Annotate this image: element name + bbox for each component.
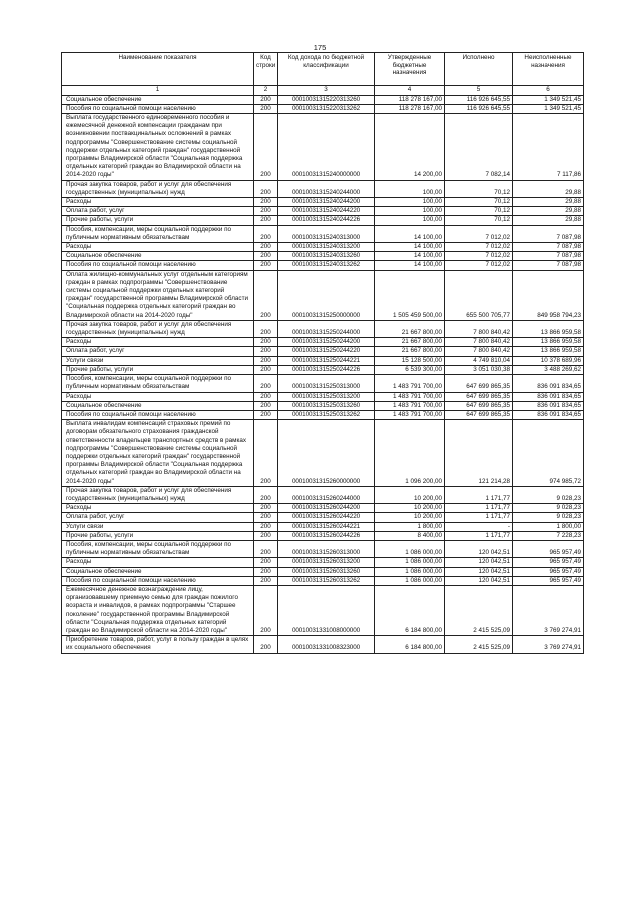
- row-line-code-cell: 200: [254, 216, 278, 225]
- table-row: [62, 420, 584, 487]
- row-unexecuted-cell: 13 866 959,58: [513, 320, 584, 337]
- row-line-code-cell: 200: [254, 522, 278, 531]
- row-approved-cell: 6 184 800,00: [375, 636, 445, 653]
- row-executed-cell: 70,12: [445, 207, 513, 216]
- row-executed-cell: 70,12: [445, 216, 513, 225]
- row-approved-cell: 6 539 300,00: [375, 365, 445, 374]
- row-name-cell: Выплата инвалидам компенсаций страховых премий по договорам обязательного страхования гражданской ответственности владельцев транспортных средств в рамках подпрограммы "Совершенствование системы социальной поддержки отдельных категорий граждан" государственной программы Владимирской области "Социальная поддержка отдельных категорий граждан во Владимирской области на 2014-2020 годы": [62, 420, 254, 487]
- row-income-code-cell: 00010031315260244226: [278, 531, 375, 540]
- row-name-cell: Пособия, компенсации, меры социальной поддержки по публичным нормативным обязательствам: [62, 540, 254, 557]
- row-approved-cell: 8 400,00: [375, 531, 445, 540]
- row-unexecuted-cell: 29,88: [513, 216, 584, 225]
- row-income-code-cell: 00010031315250244200: [278, 338, 375, 347]
- table-row: [62, 180, 584, 197]
- row-income-code-cell: 00010031315240313000: [278, 225, 375, 242]
- column-number: 2: [254, 86, 278, 96]
- row-income-code-cell: 00010031315250244000: [278, 320, 375, 337]
- row-income-code-cell: 00010031315250313200: [278, 392, 375, 401]
- table-row: [62, 225, 584, 242]
- row-executed-cell: 120 042,51: [445, 567, 513, 576]
- row-unexecuted-cell: 965 957,49: [513, 540, 584, 557]
- table-row: [62, 270, 584, 320]
- row-income-code-cell: 00010031315260313260: [278, 567, 375, 576]
- table-row: [62, 375, 584, 392]
- table-row: [62, 540, 584, 557]
- row-name-cell: Оплата работ, услуг: [62, 207, 254, 216]
- row-approved-cell: 14 100,00: [375, 261, 445, 270]
- table-row: [62, 198, 584, 207]
- row-unexecuted-cell: 974 985,72: [513, 420, 584, 487]
- row-income-code-cell: 00010031315220313262: [278, 104, 375, 113]
- table-row: [62, 104, 584, 113]
- row-name-cell: Социальное обеспечение: [62, 252, 254, 261]
- row-executed-cell: 2 415 525,09: [445, 636, 513, 653]
- row-executed-cell: 121 214,28: [445, 420, 513, 487]
- row-line-code-cell: 200: [254, 95, 278, 104]
- row-name-cell: Прочая закупка товаров, работ и услуг для обеспечения государственных (муниципальных) нужд: [62, 180, 254, 197]
- row-executed-cell: 7 012,02: [445, 252, 513, 261]
- table-row: [62, 347, 584, 356]
- row-unexecuted-cell: 3 769 274,91: [513, 585, 584, 635]
- row-name-cell: Оплата работ, услуг: [62, 513, 254, 522]
- row-approved-cell: 21 667 800,00: [375, 347, 445, 356]
- row-name-cell: Услуги связи: [62, 522, 254, 531]
- row-line-code-cell: 200: [254, 558, 278, 567]
- row-income-code-cell: 00010031315260244200: [278, 504, 375, 513]
- row-executed-cell: 116 926 645,55: [445, 95, 513, 104]
- table-row: [62, 576, 584, 585]
- row-name-cell: Ежемесячное денежное вознаграждение лицу, организовавшему приемную семью для граждан пожилого возраста и инвалидов, в рамках подпрограммы "Старшее поколение" государственной программы Владимирской области "Социальная поддержка отдельных категорий граждан во Владимирской области на 2014-2020 годы": [62, 585, 254, 635]
- row-income-code-cell: 00010031315260313200: [278, 558, 375, 567]
- row-executed-cell: 7 012,02: [445, 243, 513, 252]
- table-row: [62, 320, 584, 337]
- table-row: [62, 410, 584, 419]
- row-unexecuted-cell: 10 378 689,96: [513, 356, 584, 365]
- row-unexecuted-cell: 965 957,49: [513, 576, 584, 585]
- page-number: 175: [313, 43, 327, 52]
- column-number: 6: [513, 86, 584, 96]
- row-income-code-cell: 00010031331008000000: [278, 585, 375, 635]
- table-row: [62, 95, 584, 104]
- row-approved-cell: 1 483 791 700,00: [375, 410, 445, 419]
- row-approved-cell: 100,00: [375, 207, 445, 216]
- row-approved-cell: 14 100,00: [375, 225, 445, 242]
- row-unexecuted-cell: 13 866 959,58: [513, 338, 584, 347]
- row-executed-cell: 647 699 865,35: [445, 401, 513, 410]
- row-executed-cell: 1 171,77: [445, 513, 513, 522]
- row-executed-cell: 7 082,14: [445, 114, 513, 181]
- row-name-cell: Пособия по социальной помощи населению: [62, 261, 254, 270]
- row-executed-cell: 7 012,02: [445, 261, 513, 270]
- row-name-cell: Пособия по социальной помощи населению: [62, 576, 254, 585]
- table-body: [62, 95, 584, 653]
- row-line-code-cell: 200: [254, 252, 278, 261]
- row-approved-cell: 1 096 200,00: [375, 420, 445, 487]
- row-name-cell: Расходы: [62, 338, 254, 347]
- row-executed-cell: 116 926 645,55: [445, 104, 513, 113]
- row-approved-cell: 1 086 000,00: [375, 567, 445, 576]
- row-income-code-cell: 00010031315250000000: [278, 270, 375, 320]
- row-line-code-cell: 200: [254, 420, 278, 487]
- row-name-cell: Приобретение товаров, работ, услуг в пользу граждан в целях их социального обеспечения: [62, 636, 254, 653]
- row-approved-cell: 14 100,00: [375, 243, 445, 252]
- row-approved-cell: 100,00: [375, 198, 445, 207]
- row-unexecuted-cell: 29,88: [513, 180, 584, 197]
- row-line-code-cell: 200: [254, 392, 278, 401]
- row-line-code-cell: 200: [254, 207, 278, 216]
- row-line-code-cell: 200: [254, 375, 278, 392]
- header-line-code: Код строки: [254, 53, 278, 86]
- row-approved-cell: 14 100,00: [375, 252, 445, 261]
- row-unexecuted-cell: 7 117,86: [513, 114, 584, 181]
- row-unexecuted-cell: 965 957,49: [513, 558, 584, 567]
- row-name-cell: Пособия, компенсации, меры социальной поддержки по публичным нормативным обязательствам: [62, 375, 254, 392]
- row-approved-cell: 100,00: [375, 180, 445, 197]
- row-executed-cell: 1 171,77: [445, 531, 513, 540]
- row-line-code-cell: 200: [254, 540, 278, 557]
- row-approved-cell: 10 200,00: [375, 504, 445, 513]
- table-row: [62, 585, 584, 635]
- row-unexecuted-cell: 1 349 521,45: [513, 95, 584, 104]
- row-executed-cell: 7 800 840,42: [445, 338, 513, 347]
- row-line-code-cell: 200: [254, 114, 278, 181]
- table-row: [62, 567, 584, 576]
- row-income-code-cell: 00010031315260000000: [278, 420, 375, 487]
- row-executed-cell: 2 415 525,09: [445, 585, 513, 635]
- row-approved-cell: 118 278 167,00: [375, 95, 445, 104]
- row-income-code-cell: 00010031315250244221: [278, 356, 375, 365]
- row-approved-cell: 1 086 000,00: [375, 558, 445, 567]
- row-name-cell: Пособия по социальной помощи населению: [62, 410, 254, 419]
- column-number: 5: [445, 86, 513, 96]
- row-line-code-cell: 200: [254, 365, 278, 374]
- row-approved-cell: 1 800,00: [375, 522, 445, 531]
- row-unexecuted-cell: 9 028,23: [513, 513, 584, 522]
- row-income-code-cell: 00010031315250313262: [278, 410, 375, 419]
- row-unexecuted-cell: 7 087,98: [513, 243, 584, 252]
- row-executed-cell: 7 800 840,42: [445, 320, 513, 337]
- column-number: 4: [375, 86, 445, 96]
- table-header-row: [62, 53, 584, 86]
- row-name-cell: Расходы: [62, 558, 254, 567]
- row-unexecuted-cell: 7 228,23: [513, 531, 584, 540]
- table-row: [62, 261, 584, 270]
- row-name-cell: Расходы: [62, 504, 254, 513]
- row-executed-cell: 120 042,51: [445, 558, 513, 567]
- row-executed-cell: 7 800 840,42: [445, 347, 513, 356]
- row-income-code-cell: 00010031315250244226: [278, 365, 375, 374]
- row-executed-cell: 120 042,51: [445, 576, 513, 585]
- row-unexecuted-cell: 836 091 834,65: [513, 392, 584, 401]
- table-row: [62, 392, 584, 401]
- row-line-code-cell: 200: [254, 531, 278, 540]
- table-row: [62, 243, 584, 252]
- row-executed-cell: 120 042,51: [445, 540, 513, 557]
- row-line-code-cell: 200: [254, 585, 278, 635]
- row-line-code-cell: 200: [254, 270, 278, 320]
- table-row: [62, 114, 584, 181]
- row-line-code-cell: 200: [254, 198, 278, 207]
- row-line-code-cell: 200: [254, 401, 278, 410]
- row-line-code-cell: 200: [254, 567, 278, 576]
- row-name-cell: Прочая закупка товаров, работ и услуг для обеспечения государственных (муниципальных) нужд: [62, 320, 254, 337]
- table-row: [62, 636, 584, 653]
- row-executed-cell: 647 699 865,35: [445, 410, 513, 419]
- row-unexecuted-cell: 1 800,00: [513, 522, 584, 531]
- row-line-code-cell: 200: [254, 320, 278, 337]
- row-income-code-cell: 00010031315250313000: [278, 375, 375, 392]
- row-approved-cell: 118 278 167,00: [375, 104, 445, 113]
- row-unexecuted-cell: 836 091 834,65: [513, 375, 584, 392]
- row-unexecuted-cell: 1 349 521,45: [513, 104, 584, 113]
- row-income-code-cell: 00010031315250313260: [278, 401, 375, 410]
- row-line-code-cell: 200: [254, 180, 278, 197]
- row-income-code-cell: 00010031315240244226: [278, 216, 375, 225]
- row-income-code-cell: 00010031315260244221: [278, 522, 375, 531]
- budget-execution-table: [61, 52, 584, 654]
- row-executed-cell: 7 012,02: [445, 225, 513, 242]
- row-unexecuted-cell: 849 958 794,23: [513, 270, 584, 320]
- column-number-row: [62, 86, 584, 96]
- row-unexecuted-cell: 965 957,49: [513, 567, 584, 576]
- row-executed-cell: 1 171,77: [445, 486, 513, 503]
- row-line-code-cell: 200: [254, 513, 278, 522]
- row-approved-cell: 1 505 459 500,00: [375, 270, 445, 320]
- row-executed-cell: 655 500 705,77: [445, 270, 513, 320]
- row-income-code-cell: 00010031315240313260: [278, 252, 375, 261]
- row-income-code-cell: 00010031315260313262: [278, 576, 375, 585]
- row-name-cell: Расходы: [62, 243, 254, 252]
- row-unexecuted-cell: 29,88: [513, 198, 584, 207]
- table-row: [62, 207, 584, 216]
- row-income-code-cell: 00010031315240313200: [278, 243, 375, 252]
- row-unexecuted-cell: 836 091 834,65: [513, 410, 584, 419]
- table-row: [62, 356, 584, 365]
- row-approved-cell: 21 667 800,00: [375, 338, 445, 347]
- row-name-cell: Пособия, компенсации, меры социальной поддержки по публичным нормативным обязательствам: [62, 225, 254, 242]
- table-row: [62, 486, 584, 503]
- row-income-code-cell: 00010031315260244220: [278, 513, 375, 522]
- row-line-code-cell: 200: [254, 410, 278, 419]
- table-row: [62, 252, 584, 261]
- row-line-code-cell: 200: [254, 243, 278, 252]
- row-unexecuted-cell: 13 866 959,58: [513, 347, 584, 356]
- row-approved-cell: 10 200,00: [375, 513, 445, 522]
- header-indicator-name: Наименование показателя: [62, 53, 254, 86]
- row-name-cell: Социальное обеспечение: [62, 567, 254, 576]
- row-income-code-cell: 00010031315240244200: [278, 198, 375, 207]
- row-unexecuted-cell: 3 488 269,62: [513, 365, 584, 374]
- row-unexecuted-cell: 7 087,98: [513, 225, 584, 242]
- row-name-cell: Пособия по социальной помощи населению: [62, 104, 254, 113]
- row-income-code-cell: 00010031315220313260: [278, 95, 375, 104]
- row-name-cell: Прочие работы, услуги: [62, 365, 254, 374]
- row-approved-cell: 10 200,00: [375, 486, 445, 503]
- row-line-code-cell: 200: [254, 504, 278, 513]
- row-name-cell: Социальное обеспечение: [62, 95, 254, 104]
- row-name-cell: Расходы: [62, 198, 254, 207]
- row-approved-cell: 1 086 000,00: [375, 540, 445, 557]
- header-approved: Утвержденные бюджетные назначения: [375, 53, 445, 86]
- row-line-code-cell: 200: [254, 576, 278, 585]
- row-executed-cell: 647 699 865,35: [445, 392, 513, 401]
- row-name-cell: Оплата работ, услуг: [62, 347, 254, 356]
- row-income-code-cell: 00010031315250244220: [278, 347, 375, 356]
- row-unexecuted-cell: 7 087,98: [513, 252, 584, 261]
- row-unexecuted-cell: 9 028,23: [513, 486, 584, 503]
- row-income-code-cell: 00010031315260244000: [278, 486, 375, 503]
- row-unexecuted-cell: 29,88: [513, 207, 584, 216]
- column-number: 3: [278, 86, 375, 96]
- header-income-code: Код дохода по бюджетной классификации: [278, 53, 375, 86]
- table-row: [62, 365, 584, 374]
- row-executed-cell: -: [445, 522, 513, 531]
- row-line-code-cell: 200: [254, 356, 278, 365]
- row-line-code-cell: 200: [254, 338, 278, 347]
- row-line-code-cell: 200: [254, 261, 278, 270]
- row-income-code-cell: 00010031315240244220: [278, 207, 375, 216]
- row-name-cell: Услуги связи: [62, 356, 254, 365]
- row-approved-cell: 14 200,00: [375, 114, 445, 181]
- row-unexecuted-cell: 9 028,23: [513, 504, 584, 513]
- header-unexecuted: Неисполненные назначения: [513, 53, 584, 86]
- row-line-code-cell: 200: [254, 347, 278, 356]
- column-number: 1: [62, 86, 254, 96]
- row-approved-cell: 100,00: [375, 216, 445, 225]
- row-name-cell: Прочие работы, услуги: [62, 531, 254, 540]
- row-line-code-cell: 200: [254, 636, 278, 653]
- table-row: [62, 338, 584, 347]
- table-row: [62, 513, 584, 522]
- row-executed-cell: 1 171,77: [445, 504, 513, 513]
- row-approved-cell: 21 667 800,00: [375, 320, 445, 337]
- table-row: [62, 531, 584, 540]
- row-approved-cell: 6 184 800,00: [375, 585, 445, 635]
- row-approved-cell: 1 483 791 700,00: [375, 392, 445, 401]
- row-name-cell: Прочая закупка товаров, работ и услуг для обеспечения государственных (муниципальных) нужд: [62, 486, 254, 503]
- row-line-code-cell: 200: [254, 486, 278, 503]
- row-executed-cell: 4 749 810,04: [445, 356, 513, 365]
- row-name-cell: Оплата жилищно-коммунальных услуг отдельным категориям граждан в рамках подпрограммы "Совершенствование системы социальной поддержки отдельных категорий граждан" государственной программы Владимирской области "Социальная поддержка отдельных категорий граждан во Владимирской области на 2014-2020 годы": [62, 270, 254, 320]
- row-unexecuted-cell: 3 769 274,91: [513, 636, 584, 653]
- row-executed-cell: 70,12: [445, 180, 513, 197]
- table-row: [62, 558, 584, 567]
- row-name-cell: Выплата государственного единовременного пособия и ежемесячной денежной компенсации гражданам при возникновении поствакцинальных осложнений в рамках подпрограммы "Совершенствование системы социальной поддержки отдельных категорий граждан" государственной программы Владимирской области "Социальная поддержка отдельных категорий граждан во Владимирской области на 2014-2020 годы": [62, 114, 254, 181]
- row-line-code-cell: 200: [254, 104, 278, 113]
- row-income-code-cell: 00010031315260313000: [278, 540, 375, 557]
- row-income-code-cell: 00010031315240313262: [278, 261, 375, 270]
- row-unexecuted-cell: 836 091 834,65: [513, 401, 584, 410]
- row-executed-cell: 70,12: [445, 198, 513, 207]
- row-name-cell: Социальное обеспечение: [62, 401, 254, 410]
- row-executed-cell: 3 051 030,38: [445, 365, 513, 374]
- row-approved-cell: 15 128 500,00: [375, 356, 445, 365]
- row-income-code-cell: 00010031315240000000: [278, 114, 375, 181]
- row-name-cell: Расходы: [62, 392, 254, 401]
- table-row: [62, 216, 584, 225]
- row-approved-cell: 1 483 791 700,00: [375, 401, 445, 410]
- row-approved-cell: 1 086 000,00: [375, 576, 445, 585]
- table-row: [62, 401, 584, 410]
- header-executed: Исполнено: [445, 53, 513, 86]
- row-income-code-cell: 00010031331008323000: [278, 636, 375, 653]
- table-row: [62, 504, 584, 513]
- row-unexecuted-cell: 7 087,98: [513, 261, 584, 270]
- row-line-code-cell: 200: [254, 225, 278, 242]
- table-row: [62, 522, 584, 531]
- row-approved-cell: 1 483 791 700,00: [375, 375, 445, 392]
- row-name-cell: Прочие работы, услуги: [62, 216, 254, 225]
- row-income-code-cell: 00010031315240244000: [278, 180, 375, 197]
- row-executed-cell: 647 699 865,35: [445, 375, 513, 392]
